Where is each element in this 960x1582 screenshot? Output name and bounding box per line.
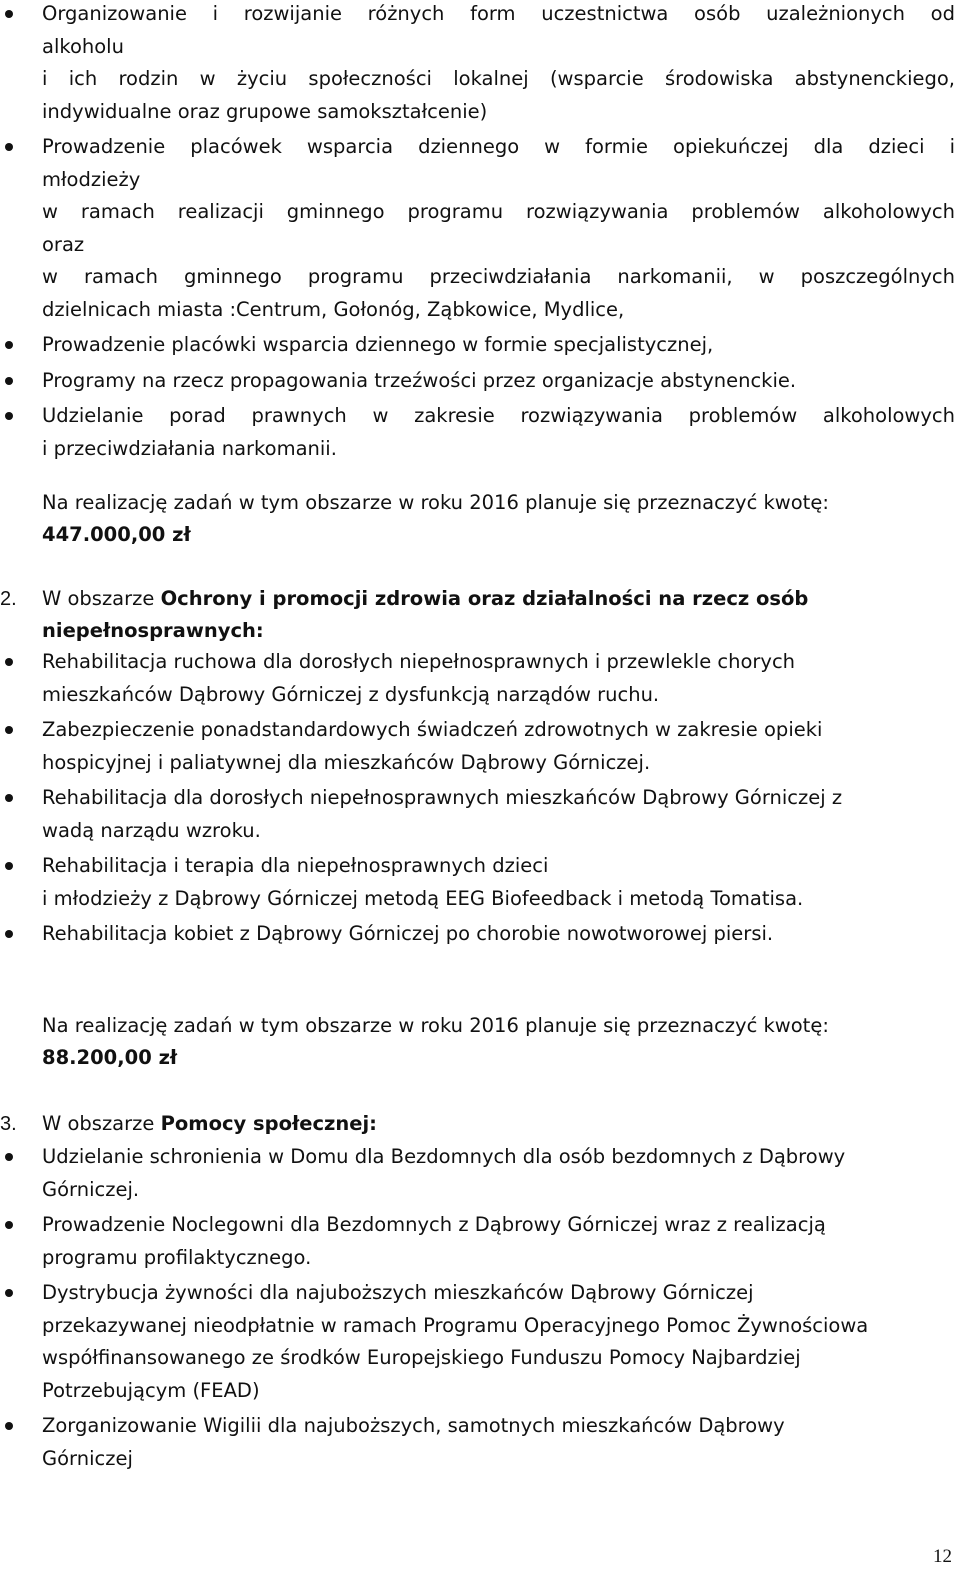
list-item-line: oraz — [42, 232, 85, 256]
list-item-line: mieszkańców Dąbrowy Górniczej z dysfunkcją narządów ruchu. — [42, 682, 660, 706]
list-item-line: Potrzebującym (FEAD) — [42, 1378, 260, 1402]
section-number: 2. — [0, 588, 17, 610]
list-item-line: i młodzieży z Dąbrowy Górniczej metodą EEG Biofeedback i metodą Tomatisa. — [42, 886, 804, 910]
list-item-line: Dystrybucja żywności dla najuboższych mieszkańców Dąbrowy Górniczej — [42, 1281, 754, 1304]
list-item — [0, 329, 955, 362]
section-heading-3 — [0, 1108, 955, 1140]
list-item — [0, 646, 955, 711]
bullet-list-health — [0, 646, 955, 951]
list-item — [0, 1141, 955, 1206]
list-item-line: Rehabilitacja ruchowa dla dorosłych niepełnosprawnych i przewlekle chorych — [42, 650, 796, 673]
list-item-line: Rehabilitacja i terapia dla niepełnosprawnych dzieci — [42, 854, 549, 877]
list-item-line: przekazywanej nieodpłatnie w ramach Programu Operacyjnego Pomoc Żywnościowa — [42, 1313, 869, 1337]
list-item-line: wadą narządu wzroku. — [42, 818, 261, 842]
list-item-line: Prowadzenie Noclegowni dla Bezdomnych z Dąbrowy Górniczej wraz z realizacją — [42, 1213, 826, 1236]
funding-amount: 447.000,00 zł — [42, 523, 191, 546]
list-item — [0, 782, 955, 847]
list-item — [0, 131, 955, 326]
section-title: W obszarze Pomocy społecznej: — [42, 1112, 377, 1135]
section-title: W obszarze Ochrony i promocji zdrowia oraz działalności na rzecz osób niepełnosprawnych: — [42, 587, 809, 642]
bullet-list-alcohol — [0, 0, 955, 465]
section-title-bold-cont: niepełnosprawnych: — [42, 619, 264, 642]
list-item — [0, 400, 955, 465]
funding-note-1 — [42, 487, 829, 551]
list-item-line: Zorganizowanie Wigilii dla najuboższych, samotnych mieszkańców Dąbrowy — [42, 1414, 785, 1437]
list-item-line: dzielnicach miasta :Centrum, Gołonóg, Ząbkowice, Mydlice, — [42, 297, 625, 321]
list-item-line: i ich rodzin w życiu społeczności lokalnej (wsparcie środowiska abstynenckiego, — [42, 67, 955, 90]
list-item-line: w ramach gminnego programu przeciwdziałania narkomanii, w poszczególnych — [42, 265, 955, 288]
section-number: 3. — [0, 1113, 17, 1135]
list-item-line: w ramach realizacji gminnego programu rozwiązywania problemów alkoholowych — [42, 200, 955, 223]
funding-note-2 — [42, 1010, 829, 1074]
bullet-list-social — [0, 1141, 955, 1475]
list-item-line: Górniczej — [42, 1446, 133, 1470]
list-item-line: Organizowanie i rozwijanie różnych form uczestnictwa osób uzależnionych od — [42, 2, 955, 25]
page-number: 12 — [933, 1546, 952, 1567]
list-item-line: hospicyjnej i paliatywnej dla mieszkańców Dąbrowy Górniczej. — [42, 750, 651, 774]
list-item-line: alkoholu — [42, 34, 124, 58]
list-item-line: Udzielanie schronienia w Domu dla Bezdomnych dla osób bezdomnych z Dąbrowy — [42, 1145, 846, 1168]
list-item-line: Rehabilitacja kobiet z Dąbrowy Górniczej po chorobie nowotworowej piersi. — [42, 922, 774, 945]
list-item — [0, 714, 955, 779]
list-item — [0, 365, 955, 398]
list-item-line: Udzielanie porad prawnych w zakresie rozwiązywania problemów alkoholowych — [42, 404, 955, 427]
list-item-line: i przeciwdziałania narkomanii. — [42, 436, 337, 460]
list-item — [0, 918, 955, 951]
list-item-line: Zabezpieczenie ponadstandardowych świadczeń zdrowotnych w zakresie opieki — [42, 718, 823, 741]
list-item-line: Górniczej. — [42, 1177, 140, 1201]
list-item — [0, 0, 955, 128]
funding-text: Na realizację zadań w tym obszarze w roku 2016 planuje się przeznaczyć kwotę: — [42, 491, 829, 514]
section-title-bold: Pomocy społecznej: — [160, 1112, 377, 1135]
funding-amount: 88.200,00 zł — [42, 1046, 178, 1069]
list-item-line: młodzieży — [42, 167, 141, 191]
list-item-line: współfinansowanego ze środków Europejskiego Funduszu Pomocy Najbardziej — [42, 1346, 801, 1369]
list-item — [0, 1410, 955, 1475]
list-item — [0, 1277, 955, 1407]
section-title-bold: Ochrony i promocji zdrowia oraz działalności na rzecz osób — [160, 587, 809, 610]
list-item — [0, 850, 955, 915]
list-item — [0, 1209, 955, 1274]
section-heading-2 — [0, 583, 955, 647]
list-item-line: Rehabilitacja dla dorosłych niepełnosprawnych mieszkańców Dąbrowy Górniczej z — [42, 786, 843, 809]
list-item-line: Programy na rzecz propagowania trzeźwości przez organizacje abstynenckie. — [42, 368, 797, 392]
list-item-line: programu profilaktycznego. — [42, 1245, 312, 1269]
list-item-line: Prowadzenie placówki wsparcia dziennego w formie specjalistycznej, — [42, 333, 714, 356]
list-item-line: Prowadzenie placówek wsparcia dziennego w formie opiekuńczej dla dzieci i — [42, 135, 955, 158]
list-item-line: indywidualne oraz grupowe samokształcenie) — [42, 99, 488, 123]
funding-text: Na realizację zadań w tym obszarze w roku 2016 planuje się przeznaczyć kwotę: — [42, 1014, 829, 1037]
